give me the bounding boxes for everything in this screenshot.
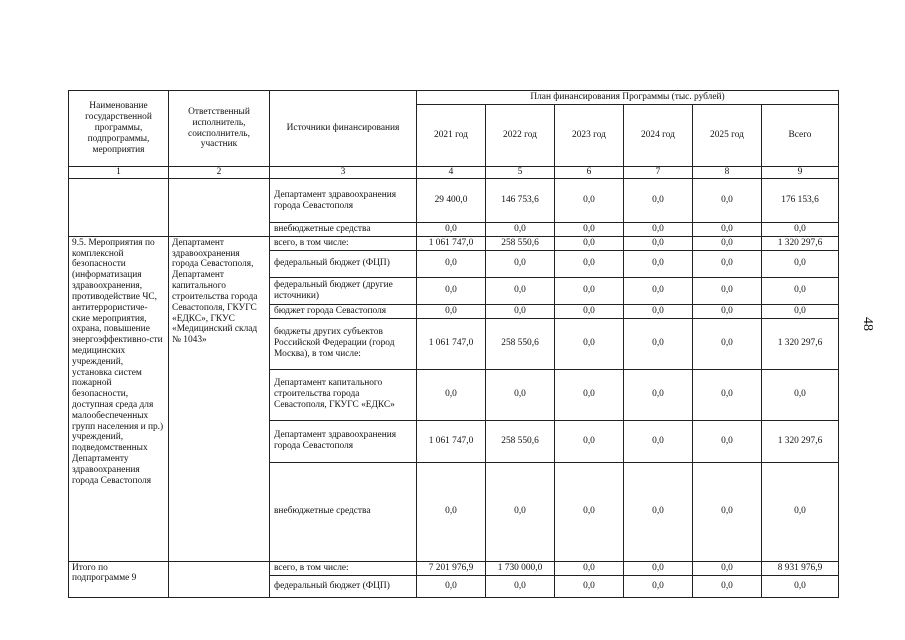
- item-name-cell: [69, 179, 169, 237]
- funding-source: бюджет города Севастополя: [270, 304, 417, 318]
- year-value: 0,0: [624, 223, 693, 237]
- col-number: 2: [169, 167, 270, 179]
- funding-source: Департамент здравоохранения города Севастополя: [270, 179, 417, 223]
- header-total: Всего: [762, 105, 839, 167]
- total-value: 0,0: [762, 223, 839, 237]
- header-plan-title: План финансирования Программы (тыс. рублей): [417, 91, 839, 105]
- year-value: 0,0: [486, 462, 555, 561]
- year-value: 0,0: [486, 575, 555, 597]
- year-value: 0,0: [693, 250, 762, 277]
- year-value: 146 753,6: [486, 179, 555, 223]
- funding-source: всего, в том числе:: [270, 561, 417, 575]
- item-name-cell: Итого по подпрограмме 9: [69, 561, 169, 597]
- year-value: 0,0: [555, 575, 624, 597]
- year-value: 0,0: [555, 420, 624, 462]
- year-value: 0,0: [555, 369, 624, 420]
- year-value: 0,0: [624, 179, 693, 223]
- header-year: 2024 год: [624, 105, 693, 167]
- year-value: 0,0: [693, 318, 762, 369]
- year-value: 0,0: [417, 250, 486, 277]
- executor-cell: [169, 179, 270, 237]
- year-value: 0,0: [624, 250, 693, 277]
- funding-source: федеральный бюджет (другие источники): [270, 277, 417, 304]
- page-number: 48: [860, 317, 875, 331]
- year-value: 0,0: [624, 318, 693, 369]
- col-number: 5: [486, 167, 555, 179]
- col-number: 9: [762, 167, 839, 179]
- year-value: 0,0: [555, 304, 624, 318]
- year-value: 0,0: [693, 304, 762, 318]
- year-value: 0,0: [555, 318, 624, 369]
- year-value: 0,0: [624, 236, 693, 250]
- year-value: 0,0: [624, 277, 693, 304]
- year-value: 0,0: [555, 223, 624, 237]
- total-value: 0,0: [762, 277, 839, 304]
- year-value: 0,0: [555, 462, 624, 561]
- year-value: 0,0: [555, 236, 624, 250]
- col-number: 7: [624, 167, 693, 179]
- year-value: 1 730 000,0: [486, 561, 555, 575]
- year-value: 0,0: [693, 223, 762, 237]
- year-value: 0,0: [486, 369, 555, 420]
- table-row: [69, 236, 839, 250]
- year-value: 0,0: [417, 223, 486, 237]
- funding-source: Департамент капитального строительства города Севастополя, ГКУГС «ЕДКС»: [270, 369, 417, 420]
- total-value: 1 320 297,6: [762, 236, 839, 250]
- year-value: 0,0: [486, 223, 555, 237]
- total-value: 0,0: [762, 369, 839, 420]
- total-value: 8 931 976,9: [762, 561, 839, 575]
- total-value: 0,0: [762, 462, 839, 561]
- year-value: 0,0: [693, 179, 762, 223]
- year-value: 1 061 747,0: [417, 236, 486, 250]
- total-value: 1 320 297,6: [762, 318, 839, 369]
- col-number: 1: [69, 167, 169, 179]
- header-year: 2025 год: [693, 105, 762, 167]
- total-value: 0,0: [762, 575, 839, 597]
- header-year: 2022 год: [486, 105, 555, 167]
- table-row: [69, 561, 839, 575]
- year-value: 0,0: [693, 420, 762, 462]
- executor-cell: Департамент здравоохранения города Севастополя, Департамент капитального строительства города Севастополя, ГКУГС «ЕДКС», ГКУС «Медицинский склад № 1043»: [169, 236, 270, 561]
- year-value: 0,0: [693, 561, 762, 575]
- year-value: 0,0: [417, 277, 486, 304]
- year-value: 0,0: [417, 304, 486, 318]
- year-value: 0,0: [624, 420, 693, 462]
- table-row: [69, 179, 839, 223]
- year-value: 0,0: [624, 575, 693, 597]
- header-col2: Ответственный исполнитель, соисполнитель, участник: [169, 91, 270, 167]
- year-value: 0,0: [624, 462, 693, 561]
- header-year: 2023 год: [555, 105, 624, 167]
- year-value: 7 201 976,9: [417, 561, 486, 575]
- funding-source: Департамент здравоохранения города Севастополя: [270, 420, 417, 462]
- year-value: 0,0: [624, 304, 693, 318]
- year-value: 1 061 747,0: [417, 318, 486, 369]
- funding-source: всего, в том числе:: [270, 236, 417, 250]
- col-number: 6: [555, 167, 624, 179]
- funding-source: внебюджетные средства: [270, 462, 417, 561]
- col-number: 4: [417, 167, 486, 179]
- col-number: 8: [693, 167, 762, 179]
- year-value: 0,0: [417, 575, 486, 597]
- year-value: 0,0: [486, 277, 555, 304]
- year-value: 0,0: [555, 277, 624, 304]
- year-value: 0,0: [693, 369, 762, 420]
- year-value: 0,0: [417, 369, 486, 420]
- total-value: 176 153,6: [762, 179, 839, 223]
- column-number-row: [69, 167, 839, 179]
- total-value: 0,0: [762, 250, 839, 277]
- header-col1: Наименование государственной программы, подпрограммы, мероприятия: [69, 91, 169, 167]
- executor-cell: [169, 561, 270, 597]
- total-value: 1 320 297,6: [762, 420, 839, 462]
- funding-source: бюджеты других субъектов Российской Федерации (город Москва), в том числе:: [270, 318, 417, 369]
- year-value: 29 400,0: [417, 179, 486, 223]
- year-value: 0,0: [693, 236, 762, 250]
- year-value: 0,0: [624, 561, 693, 575]
- year-value: 0,0: [555, 250, 624, 277]
- year-value: 1 061 747,0: [417, 420, 486, 462]
- financing-table: [68, 90, 839, 598]
- col-number: 3: [270, 167, 417, 179]
- total-value: 0,0: [762, 304, 839, 318]
- funding-source: внебюджетные средства: [270, 223, 417, 237]
- year-value: 258 550,6: [486, 318, 555, 369]
- year-value: 0,0: [417, 462, 486, 561]
- year-value: 0,0: [486, 304, 555, 318]
- year-value: 0,0: [486, 250, 555, 277]
- year-value: 258 550,6: [486, 420, 555, 462]
- year-value: 0,0: [693, 575, 762, 597]
- funding-source: федеральный бюджет (ФЦП): [270, 575, 417, 597]
- header-year: 2021 год: [417, 105, 486, 167]
- year-value: 0,0: [624, 369, 693, 420]
- year-value: 0,0: [555, 561, 624, 575]
- header-col3: Источники финансирования: [270, 91, 417, 167]
- item-name-cell: 9.5. Мероприятия по комплексной безопасности (информатизация здравоохранения, противодействие ЧС, антитеррористиче-ские мероприятия, охрана, повышение энергоэффективно-сти медицинских учреждений, установка систем пожарной безопасности, доступная среда для малообеспеченных групп населения и пр.) учреждений, подведомственных Департаменту здравоохранения города Севастополя: [69, 236, 169, 561]
- year-value: 258 550,6: [486, 236, 555, 250]
- year-value: 0,0: [555, 179, 624, 223]
- funding-source: федеральный бюджет (ФЦП): [270, 250, 417, 277]
- year-value: 0,0: [693, 277, 762, 304]
- year-value: 0,0: [693, 462, 762, 561]
